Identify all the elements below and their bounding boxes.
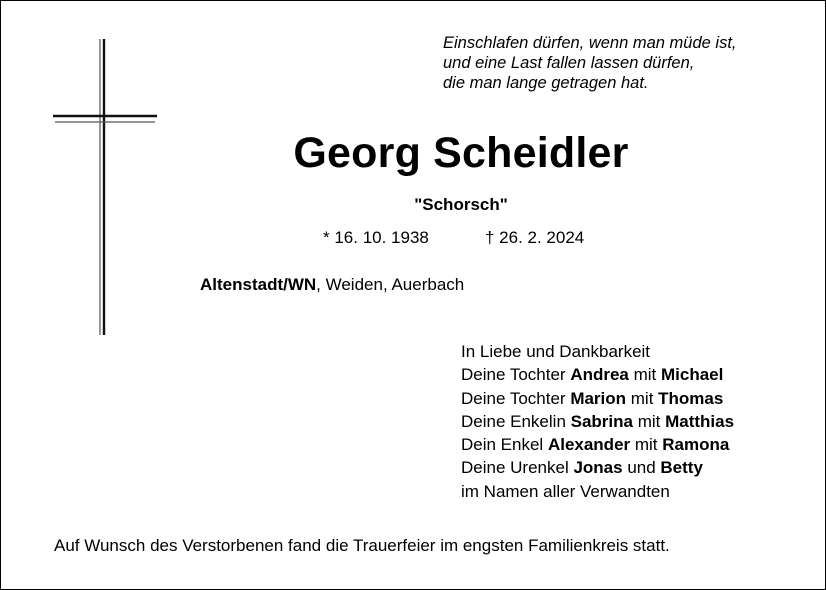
places	[200, 275, 464, 295]
mourner-line	[461, 456, 734, 479]
funeral-note: Auf Wunsch des Verstorbenen fand die Trauerfeier im engsten Familienkreis statt.	[54, 536, 670, 555]
mourner-partner: Michael	[661, 365, 724, 385]
mourner-line	[461, 433, 734, 456]
mourner-joiner: und	[622, 458, 661, 478]
place-rest: , Weiden, Auerbach	[316, 275, 465, 294]
quote-line-1: Einschlafen dürfen, wenn man müde ist,	[443, 34, 737, 52]
mourner-partner: Thomas	[658, 388, 724, 408]
mourners-closing: im Namen aller Verwandten	[461, 481, 670, 501]
quote-line-2: und eine Last fallen lassen dürfen,	[443, 54, 695, 72]
mourner-joiner: mit	[628, 365, 661, 385]
obituary-quote	[443, 33, 737, 93]
mourner-line	[461, 363, 734, 386]
mourner-prefix: Deine Tochter	[461, 365, 571, 385]
mourner-line	[461, 410, 734, 433]
mourner-prefix: Dein Enkel	[461, 435, 548, 455]
mourner-name: Alexander	[547, 435, 631, 455]
mourner-partner: Ramona	[662, 435, 730, 455]
mourner-prefix: Deine Enkelin	[461, 411, 571, 431]
mourner-joiner: mit	[626, 388, 659, 408]
mourner-joiner: mit	[630, 435, 663, 455]
mourner-name: Andrea	[570, 365, 629, 385]
deceased-name: Georg Scheidler	[293, 129, 629, 177]
mourner-partner: Matthias	[665, 411, 735, 431]
place-primary: Altenstadt/WN	[200, 275, 317, 294]
death-date: † 26. 2. 2024	[485, 228, 585, 247]
mourner-name: Marion	[570, 388, 627, 408]
birth-date: * 16. 10. 1938	[323, 228, 429, 247]
mourners-list	[461, 340, 734, 503]
mourner-prefix: Deine Tochter	[461, 388, 571, 408]
mourners-intro: In Liebe und Dankbarkeit	[461, 342, 651, 361]
mourner-partner: Betty	[660, 458, 703, 478]
mourner-name: Sabrina	[570, 411, 633, 431]
mourner-joiner: mit	[632, 411, 666, 431]
mourner-prefix: Deine Urenkel	[461, 458, 574, 478]
deceased-nickname: "Schorsch"	[414, 195, 508, 214]
quote-line-3: die man lange getragen hat.	[443, 74, 649, 92]
mourner-name: Jonas	[573, 458, 623, 478]
cross-icon	[53, 39, 159, 335]
mourner-line	[461, 387, 734, 410]
